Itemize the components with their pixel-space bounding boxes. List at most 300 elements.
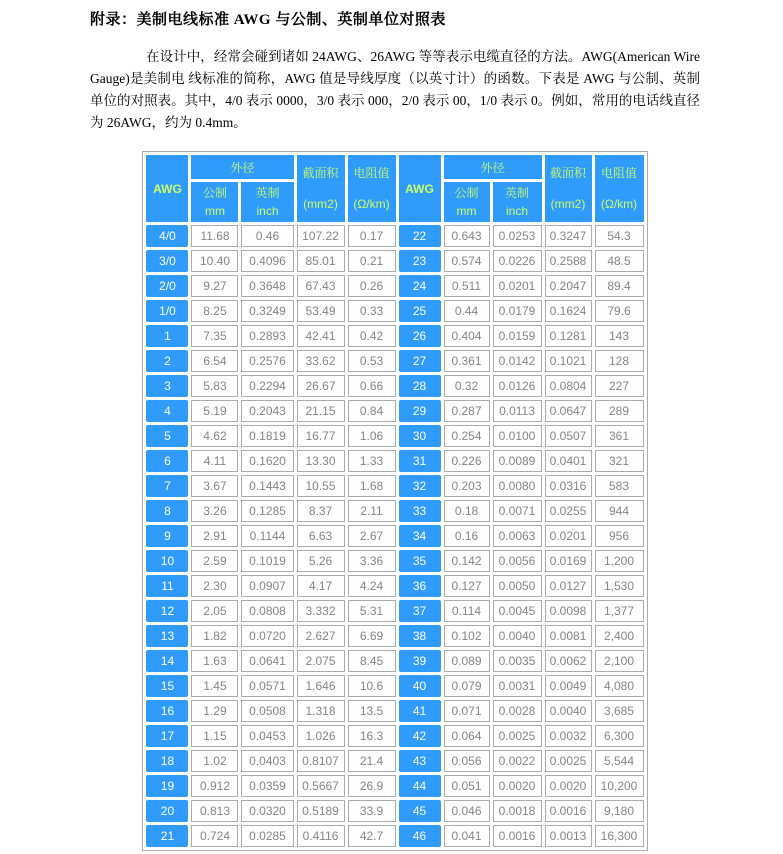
awg-gauge-cell: 42 <box>399 725 441 747</box>
value-cell: 0.46 <box>241 225 293 247</box>
value-cell: 0.0016 <box>545 800 592 822</box>
value-cell: 2.05 <box>191 600 238 622</box>
value-cell: 0.0028 <box>493 700 542 722</box>
value-cell: 0.0031 <box>493 675 542 697</box>
awg-gauge-cell: 1 <box>146 325 188 347</box>
awg-gauge-cell: 9 <box>146 525 188 547</box>
imperial-unit-label: inch <box>506 203 529 218</box>
value-cell: 67.43 <box>297 275 345 297</box>
awg-gauge-cell: 33 <box>399 500 441 522</box>
value-cell: 0.051 <box>444 775 490 797</box>
value-cell: 5.26 <box>297 550 345 572</box>
value-cell: 0.574 <box>444 250 490 272</box>
awg-gauge-cell: 2/0 <box>146 275 188 297</box>
value-cell: 0.0507 <box>545 425 592 447</box>
value-cell: 0.0040 <box>545 700 592 722</box>
awg-gauge-cell: 34 <box>399 525 441 547</box>
value-cell: 0.3247 <box>545 225 592 247</box>
col-header-imperial-right <box>493 182 542 222</box>
table-row <box>146 250 643 272</box>
table-row <box>146 225 643 247</box>
awg-gauge-cell: 4/0 <box>146 225 188 247</box>
value-cell: 143 <box>595 325 644 347</box>
value-cell: 0.0359 <box>241 775 293 797</box>
value-cell: 0.42 <box>348 325 396 347</box>
value-cell: 583 <box>595 475 644 497</box>
value-cell: 0.0255 <box>545 500 592 522</box>
value-cell: 0.254 <box>444 425 490 447</box>
value-cell: 26.67 <box>297 375 345 397</box>
value-cell: 9.27 <box>191 275 238 297</box>
value-cell: 6.69 <box>348 625 396 647</box>
value-cell: 0.046 <box>444 800 490 822</box>
value-cell: 5,544 <box>595 750 644 772</box>
value-cell: 3,685 <box>595 700 644 722</box>
resistance-label: 电阻值 <box>601 166 638 180</box>
value-cell: 4.11 <box>191 450 238 472</box>
resistance-unit-label: (Ω/km) <box>353 197 390 211</box>
value-cell: 8.25 <box>191 300 238 322</box>
awg-gauge-cell: 11 <box>146 575 188 597</box>
metric-unit-label: mm <box>204 203 225 218</box>
value-cell: 0.32 <box>444 375 490 397</box>
value-cell: 361 <box>595 425 644 447</box>
awg-gauge-cell: 41 <box>399 700 441 722</box>
value-cell: 9,180 <box>595 800 644 822</box>
value-cell: 107.22 <box>297 225 345 247</box>
awg-gauge-cell: 39 <box>399 650 441 672</box>
awg-gauge-cell: 29 <box>399 400 441 422</box>
value-cell: 42.7 <box>348 825 396 847</box>
value-cell: 944 <box>595 500 644 522</box>
value-cell: 21.15 <box>297 400 345 422</box>
awg-gauge-cell: 6 <box>146 450 188 472</box>
col-header-metric-right <box>444 182 490 222</box>
value-cell: 0.0907 <box>241 575 293 597</box>
awg-gauge-cell: 27 <box>399 350 441 372</box>
awg-gauge-cell: 13 <box>146 625 188 647</box>
value-cell: 1,530 <box>595 575 644 597</box>
value-cell: 1,200 <box>595 550 644 572</box>
value-cell: 10.6 <box>348 675 396 697</box>
value-cell: 13.5 <box>348 700 396 722</box>
value-cell: 0.0142 <box>493 350 542 372</box>
awg-gauge-cell: 37 <box>399 600 441 622</box>
table-row <box>146 375 643 397</box>
table-row <box>146 300 643 322</box>
awg-gauge-cell: 20 <box>146 800 188 822</box>
value-cell: 0.1285 <box>241 500 293 522</box>
value-cell: 0.2576 <box>241 350 293 372</box>
value-cell: 0.0045 <box>493 600 542 622</box>
value-cell: 0.1624 <box>545 300 592 322</box>
awg-gauge-cell: 5 <box>146 425 188 447</box>
awg-gauge-cell: 44 <box>399 775 441 797</box>
value-cell: 2,100 <box>595 650 644 672</box>
value-cell: 0.3648 <box>241 275 293 297</box>
value-cell: 0.5667 <box>297 775 345 797</box>
value-cell: 0.041 <box>444 825 490 847</box>
imperial-label: 英制 <box>255 185 280 200</box>
value-cell: 2.075 <box>297 650 345 672</box>
value-cell: 0.1021 <box>545 350 592 372</box>
awg-gauge-cell: 23 <box>399 250 441 272</box>
value-cell: 10.55 <box>297 475 345 497</box>
value-cell: 0.643 <box>444 225 490 247</box>
value-cell: 0.0113 <box>493 400 542 422</box>
awg-gauge-cell: 7 <box>146 475 188 497</box>
value-cell: 0.079 <box>444 675 490 697</box>
value-cell: 0.5189 <box>297 800 345 822</box>
value-cell: 0.203 <box>444 475 490 497</box>
value-cell: 0.0081 <box>545 625 592 647</box>
value-cell: 6.54 <box>191 350 238 372</box>
value-cell: 53.49 <box>297 300 345 322</box>
table-row <box>146 275 643 297</box>
value-cell: 0.102 <box>444 625 490 647</box>
value-cell: 2.11 <box>348 500 396 522</box>
table-row <box>146 500 643 522</box>
value-cell: 6,300 <box>595 725 644 747</box>
value-cell: 1.29 <box>191 700 238 722</box>
value-cell: 0.127 <box>444 575 490 597</box>
value-cell: 0.071 <box>444 700 490 722</box>
value-cell: 0.0089 <box>493 450 542 472</box>
value-cell: 289 <box>595 400 644 422</box>
col-header-awg-left: AWG <box>146 155 188 222</box>
value-cell: 0.1281 <box>545 325 592 347</box>
value-cell: 0.2588 <box>545 250 592 272</box>
value-cell: 0.0020 <box>545 775 592 797</box>
value-cell: 5.19 <box>191 400 238 422</box>
value-cell: 0.0201 <box>545 525 592 547</box>
value-cell: 0.0098 <box>545 600 592 622</box>
col-header-metric-left <box>191 182 238 222</box>
value-cell: 2.59 <box>191 550 238 572</box>
table-row <box>146 525 643 547</box>
col-header-outer-diameter-right: 外径 <box>444 155 542 179</box>
value-cell: 0.0159 <box>493 325 542 347</box>
value-cell: 0.0063 <box>493 525 542 547</box>
col-header-area-left <box>297 155 345 222</box>
value-cell: 0.0641 <box>241 650 293 672</box>
value-cell: 8.37 <box>297 500 345 522</box>
awg-gauge-cell: 40 <box>399 675 441 697</box>
area-unit-label: (mm2) <box>550 197 586 211</box>
awg-gauge-cell: 15 <box>146 675 188 697</box>
awg-gauge-cell: 1/0 <box>146 300 188 322</box>
table-row <box>146 475 643 497</box>
value-cell: 0.26 <box>348 275 396 297</box>
value-cell: 1.646 <box>297 675 345 697</box>
value-cell: 956 <box>595 525 644 547</box>
table-row <box>146 775 643 797</box>
value-cell: 85.01 <box>297 250 345 272</box>
value-cell: 7.35 <box>191 325 238 347</box>
value-cell: 0.0040 <box>493 625 542 647</box>
awg-gauge-cell: 19 <box>146 775 188 797</box>
value-cell: 0.813 <box>191 800 238 822</box>
col-header-outer-diameter-left: 外径 <box>191 155 293 179</box>
value-cell: 0.17 <box>348 225 396 247</box>
value-cell: 5.83 <box>191 375 238 397</box>
value-cell: 4.62 <box>191 425 238 447</box>
area-unit-label: (mm2) <box>303 197 338 211</box>
value-cell: 2,400 <box>595 625 644 647</box>
value-cell: 0.0320 <box>241 800 293 822</box>
value-cell: 0.056 <box>444 750 490 772</box>
awg-gauge-cell: 43 <box>399 750 441 772</box>
awg-gauge-cell: 46 <box>399 825 441 847</box>
value-cell: 1.45 <box>191 675 238 697</box>
value-cell: 3.36 <box>348 550 396 572</box>
value-cell: 0.0571 <box>241 675 293 697</box>
page-title: 附录：美制电线标准 AWG 与公制、英制单位对照表 <box>90 12 446 28</box>
value-cell: 16.3 <box>348 725 396 747</box>
value-cell: 0.1144 <box>241 525 293 547</box>
table-row <box>146 800 643 822</box>
table-row <box>146 400 643 422</box>
table-row <box>146 700 643 722</box>
value-cell: 1.82 <box>191 625 238 647</box>
value-cell: 1.026 <box>297 725 345 747</box>
awg-gauge-cell: 8 <box>146 500 188 522</box>
table-row <box>146 575 643 597</box>
table-row <box>146 750 643 772</box>
value-cell: 10.40 <box>191 250 238 272</box>
value-cell: 42.41 <box>297 325 345 347</box>
value-cell: 0.724 <box>191 825 238 847</box>
table-row <box>146 625 643 647</box>
awg-gauge-cell: 22 <box>399 225 441 247</box>
awg-gauge-cell: 45 <box>399 800 441 822</box>
value-cell: 0.1620 <box>241 450 293 472</box>
value-cell: 0.0013 <box>545 825 592 847</box>
value-cell: 0.66 <box>348 375 396 397</box>
value-cell: 0.44 <box>444 300 490 322</box>
value-cell: 1.02 <box>191 750 238 772</box>
area-label: 截面积 <box>550 166 587 180</box>
value-cell: 227 <box>595 375 644 397</box>
value-cell: 8.45 <box>348 650 396 672</box>
value-cell: 0.0062 <box>545 650 592 672</box>
value-cell: 0.0025 <box>493 725 542 747</box>
value-cell: 0.142 <box>444 550 490 572</box>
value-cell: 0.0285 <box>241 825 293 847</box>
awg-gauge-cell: 36 <box>399 575 441 597</box>
table-row <box>146 350 643 372</box>
value-cell: 0.1443 <box>241 475 293 497</box>
area-label: 截面积 <box>302 166 339 180</box>
value-cell: 1.63 <box>191 650 238 672</box>
table-row <box>146 450 643 472</box>
value-cell: 0.33 <box>348 300 396 322</box>
table-row <box>146 325 643 347</box>
value-cell: 0.0049 <box>545 675 592 697</box>
value-cell: 4,080 <box>595 675 644 697</box>
value-cell: 0.0035 <box>493 650 542 672</box>
value-cell: 0.8107 <box>297 750 345 772</box>
awg-gauge-cell: 17 <box>146 725 188 747</box>
table-row <box>146 725 643 747</box>
value-cell: 0.0179 <box>493 300 542 322</box>
awg-gauge-cell: 31 <box>399 450 441 472</box>
value-cell: 2.30 <box>191 575 238 597</box>
awg-table <box>142 151 647 851</box>
value-cell: 54.3 <box>595 225 644 247</box>
value-cell: 0.0056 <box>493 550 542 572</box>
awg-gauge-cell: 14 <box>146 650 188 672</box>
value-cell: 0.0316 <box>545 475 592 497</box>
value-cell: 0.0016 <box>493 825 542 847</box>
value-cell: 0.0720 <box>241 625 293 647</box>
value-cell: 3.26 <box>191 500 238 522</box>
awg-gauge-cell: 21 <box>146 825 188 847</box>
awg-gauge-cell: 32 <box>399 475 441 497</box>
awg-gauge-cell: 35 <box>399 550 441 572</box>
value-cell: 1.15 <box>191 725 238 747</box>
value-cell: 0.287 <box>444 400 490 422</box>
imperial-label: 英制 <box>505 185 530 200</box>
value-cell: 0.0032 <box>545 725 592 747</box>
col-header-imperial-left <box>241 182 293 222</box>
value-cell: 0.1019 <box>241 550 293 572</box>
value-cell: 0.21 <box>348 250 396 272</box>
value-cell: 0.1819 <box>241 425 293 447</box>
value-cell: 0.3249 <box>241 300 293 322</box>
value-cell: 0.0050 <box>493 575 542 597</box>
value-cell: 48.5 <box>595 250 644 272</box>
value-cell: 16.77 <box>297 425 345 447</box>
value-cell: 2.91 <box>191 525 238 547</box>
value-cell: 3.332 <box>297 600 345 622</box>
value-cell: 0.18 <box>444 500 490 522</box>
value-cell: 0.4096 <box>241 250 293 272</box>
value-cell: 0.53 <box>348 350 396 372</box>
header-row-1 <box>146 155 643 179</box>
awg-gauge-cell: 16 <box>146 700 188 722</box>
value-cell: 33.9 <box>348 800 396 822</box>
value-cell: 1.06 <box>348 425 396 447</box>
value-cell: 1.33 <box>348 450 396 472</box>
awg-gauge-cell: 24 <box>399 275 441 297</box>
value-cell: 0.2047 <box>545 275 592 297</box>
table-row <box>146 825 643 847</box>
value-cell: 26.9 <box>348 775 396 797</box>
awg-gauge-cell: 26 <box>399 325 441 347</box>
value-cell: 0.0808 <box>241 600 293 622</box>
value-cell: 0.511 <box>444 275 490 297</box>
value-cell: 33.62 <box>297 350 345 372</box>
value-cell: 0.4116 <box>297 825 345 847</box>
value-cell: 1.68 <box>348 475 396 497</box>
value-cell: 0.0018 <box>493 800 542 822</box>
table-row <box>146 650 643 672</box>
value-cell: 0.0100 <box>493 425 542 447</box>
value-cell: 0.0804 <box>545 375 592 397</box>
value-cell: 0.064 <box>444 725 490 747</box>
value-cell: 10,200 <box>595 775 644 797</box>
value-cell: 0.114 <box>444 600 490 622</box>
value-cell: 1.318 <box>297 700 345 722</box>
metric-label: 公制 <box>202 185 227 200</box>
value-cell: 0.0508 <box>241 700 293 722</box>
value-cell: 0.0025 <box>545 750 592 772</box>
value-cell: 0.226 <box>444 450 490 472</box>
value-cell: 3.67 <box>191 475 238 497</box>
awg-gauge-cell: 25 <box>399 300 441 322</box>
value-cell: 0.2294 <box>241 375 293 397</box>
value-cell: 11.68 <box>191 225 238 247</box>
value-cell: 0.0226 <box>493 250 542 272</box>
awg-gauge-cell: 30 <box>399 425 441 447</box>
resistance-unit-label: (Ω/km) <box>600 197 638 211</box>
value-cell: 2.627 <box>297 625 345 647</box>
value-cell: 1,377 <box>595 600 644 622</box>
awg-gauge-cell: 2 <box>146 350 188 372</box>
value-cell: 0.2043 <box>241 400 293 422</box>
value-cell: 6.63 <box>297 525 345 547</box>
value-cell: 0.0169 <box>545 550 592 572</box>
value-cell: 0.0022 <box>493 750 542 772</box>
value-cell: 0.0453 <box>241 725 293 747</box>
col-header-area-right <box>545 155 592 222</box>
value-cell: 0.0201 <box>493 275 542 297</box>
value-cell: 0.0647 <box>545 400 592 422</box>
awg-gauge-cell: 3/0 <box>146 250 188 272</box>
value-cell: 0.089 <box>444 650 490 672</box>
value-cell: 5.31 <box>348 600 396 622</box>
value-cell: 0.84 <box>348 400 396 422</box>
value-cell: 89.4 <box>595 275 644 297</box>
awg-gauge-cell: 28 <box>399 375 441 397</box>
value-cell: 0.0071 <box>493 500 542 522</box>
value-cell: 0.912 <box>191 775 238 797</box>
table-row <box>146 600 643 622</box>
value-cell: 0.0126 <box>493 375 542 397</box>
value-cell: 16,300 <box>595 825 644 847</box>
awg-gauge-cell: 10 <box>146 550 188 572</box>
col-header-awg-right: AWG <box>399 155 441 222</box>
value-cell: 2.67 <box>348 525 396 547</box>
awg-gauge-cell: 3 <box>146 375 188 397</box>
value-cell: 0.16 <box>444 525 490 547</box>
awg-gauge-cell: 18 <box>146 750 188 772</box>
value-cell: 0.0401 <box>545 450 592 472</box>
intro-paragraph: 在设计中，经常会碰到诸如 24AWG、26AWG 等等表示电缆直径的方法。AWG(American Wire Gauge)是美制电 线标准的简称，AWG 值是导线厚度（以英寸计）的函数。下表是 AWG 与公制、英制单位的对照表。其中，4/0 表示 0000，3/0 表示 000，2/0 表示 00，1/0 表示 0。例如，常用的电话线直径为 26AWG，约为 0.4mm。 <box>90 49 700 130</box>
value-cell: 0.0080 <box>493 475 542 497</box>
col-header-resistance-left <box>348 155 396 222</box>
value-cell: 0.404 <box>444 325 490 347</box>
awg-gauge-cell: 38 <box>399 625 441 647</box>
awg-gauge-cell: 4 <box>146 400 188 422</box>
value-cell: 4.24 <box>348 575 396 597</box>
col-header-resistance-right <box>595 155 644 222</box>
value-cell: 21.4 <box>348 750 396 772</box>
value-cell: 13.30 <box>297 450 345 472</box>
value-cell: 0.0020 <box>493 775 542 797</box>
value-cell: 4.17 <box>297 575 345 597</box>
table-row <box>146 425 643 447</box>
value-cell: 0.0403 <box>241 750 293 772</box>
resistance-label: 电阻值 <box>353 166 390 180</box>
value-cell: 0.361 <box>444 350 490 372</box>
value-cell: 128 <box>595 350 644 372</box>
value-cell: 79.6 <box>595 300 644 322</box>
imperial-unit-label: inch <box>256 203 279 218</box>
value-cell: 0.0127 <box>545 575 592 597</box>
value-cell: 0.0253 <box>493 225 542 247</box>
